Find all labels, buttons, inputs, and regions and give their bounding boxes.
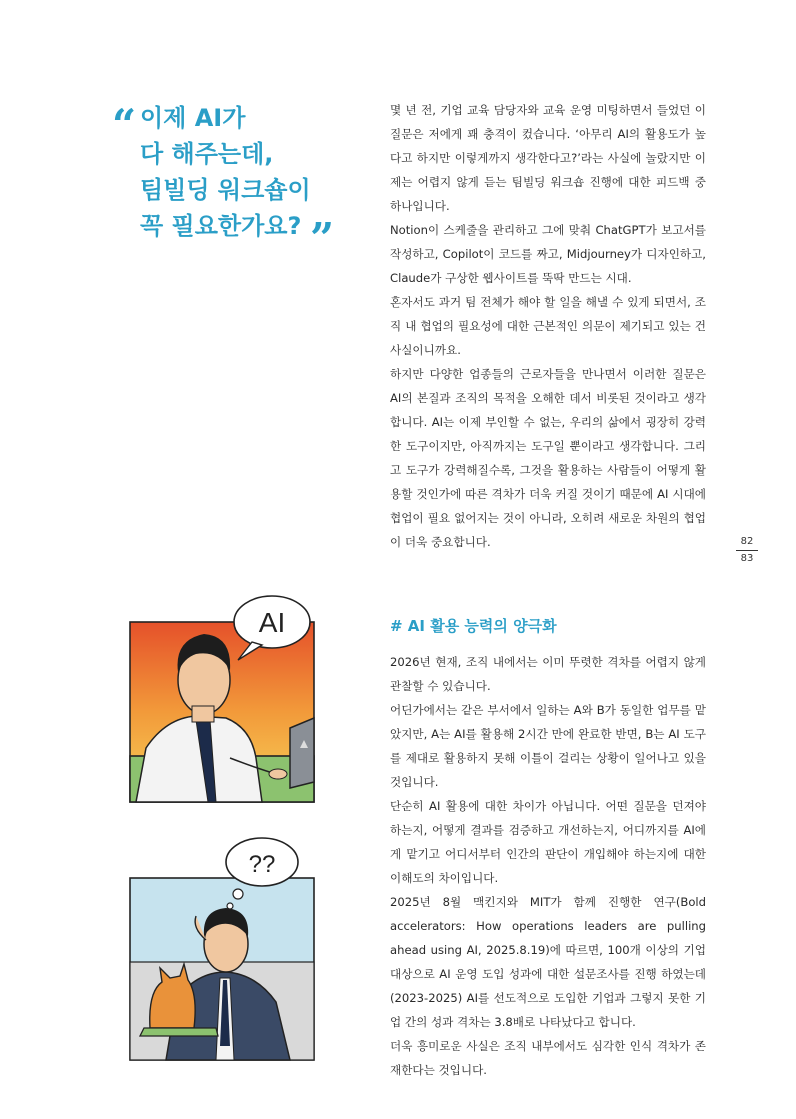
section-heading: # AI 활용 능력의 양극화 <box>390 617 557 635</box>
thought-dot <box>227 903 233 909</box>
illustration-ai-office-worker <box>126 588 322 808</box>
section-paragraph: 2026년 현재, 조직 내에서는 이미 뚜렷한 격차를 어렵지 않게 관찰할 수 있습니다. <box>390 655 706 693</box>
neck <box>192 706 214 722</box>
section-paragraph: 2025년 8월 맥킨지와 MIT가 함께 진행한 연구(Bold accelerators: How operations leaders are pulling ahead using AI, 2025.8.19)에 따르면, 100개 이상의 기업 대상으로 AI 운영 도입 성과에 대한 설문조사를 진행 하였는데(2023-2025) AI를 선도적으로 도입한 기업과 그렇지 못한 기업 간의 성과 격차는 3.8배로 나타났다고 합니다. <box>390 895 706 1029</box>
page-number-divider <box>736 550 758 551</box>
quote-line-2: 다 해주는데, <box>140 140 274 168</box>
thought-dot <box>233 889 243 899</box>
section-paragraph: 더욱 흥미로운 사실은 조직 내부에서도 심각한 인식 격차가 존재한다는 것입니다. <box>390 1039 706 1077</box>
quote-line-3: 팀빌딩 워크숍이 <box>140 176 311 204</box>
intro-paragraph: 몇 년 전, 기업 교육 담당자와 교육 운영 미팅하면서 들었던 이 질문은 저에게 꽤 충격이 컸습니다. ‘아무리 AI의 활용도가 높다고 하지만 이렇게까지 생각한다고?’라는 사실에 놀랐지만 이제는 어렵지 않게 듣는 팀빌딩 워크숍 진행에 대한 피드백 중 하나입니다. <box>390 103 706 213</box>
section-paragraph: 단순히 AI 활용에 대한 차이가 아닙니다. 어떤 질문을 던져야 하는지, 어떻게 결과를 검증하고 개선하는지, 어디까지를 AI에게 맡기고 어디서부터 인간의 판단이 개입해야 하는지에 대한 이해도의 차이입니다. <box>390 799 706 885</box>
quote-line-1: 이제 AI가 <box>140 104 246 132</box>
page-number-left: 82 <box>740 536 754 547</box>
close-quote-mark: ” <box>310 214 335 263</box>
page-number-right: 83 <box>740 553 754 564</box>
illustration-confused-worker <box>126 832 322 1064</box>
section-paragraph: 어딘가에서는 같은 부서에서 일하는 A와 B가 동일한 업무를 맡았지만, A는 AI를 활용해 2시간 만에 완료한 반면, B는 AI 도구를 제대로 활용하지 못해 이틀이 걸리는 상황이 일어나고 있을 것입니다. <box>390 703 706 789</box>
open-quote-mark: “ <box>112 100 137 149</box>
laptop <box>140 1028 218 1036</box>
bubble-text-question: ?? <box>248 851 276 878</box>
laptop <box>290 718 314 788</box>
quote-line-4: 꼭 필요한가요? <box>140 212 302 240</box>
bubble-text-ai: AI <box>258 607 286 638</box>
intro-paragraph: Notion이 스케줄을 관리하고 그에 맞춰 ChatGPT가 보고서를 작성하고, Copilot이 코드를 짜고, Midjourney가 디자인하고, Claude가 구상한 웹사이트를 뚝딱 만드는 시대. <box>390 223 706 285</box>
intro-paragraph: 혼자서도 과거 팀 전체가 해야 할 일을 해낼 수 있게 되면서, 조직 내 협업의 필요성에 대한 근본적인 의문이 제기되고 있는 건 사실이니까요. <box>390 295 706 357</box>
intro-paragraph: 하지만 다양한 업종들의 근로자들을 만나면서 이러한 질문은 AI의 본질과 조직의 목적을 오해한 데서 비롯된 것이라고 생각합니다. AI는 이제 부인할 수 없는, 우리의 삶에서 굉장히 강력한 도구이지만, 아직까지는 도구일 뿐이라고 생각합니다. 그리고 도구가 강력해질수록, 그것을 활용하는 사람들이 어떻게 활용할 것인가에 따른 격차가 더욱 커질 것이기 때문에 AI 시대에 협업이 필요 없어지는 것이 아니라, 오히려 새로운 차원의 협업이 더욱 중요합니다. <box>390 367 706 549</box>
intro-text <box>390 98 706 554</box>
section-ai-polarization <box>390 614 706 1082</box>
page-number <box>736 535 758 566</box>
hand <box>269 769 287 779</box>
pull-quote <box>112 100 352 263</box>
